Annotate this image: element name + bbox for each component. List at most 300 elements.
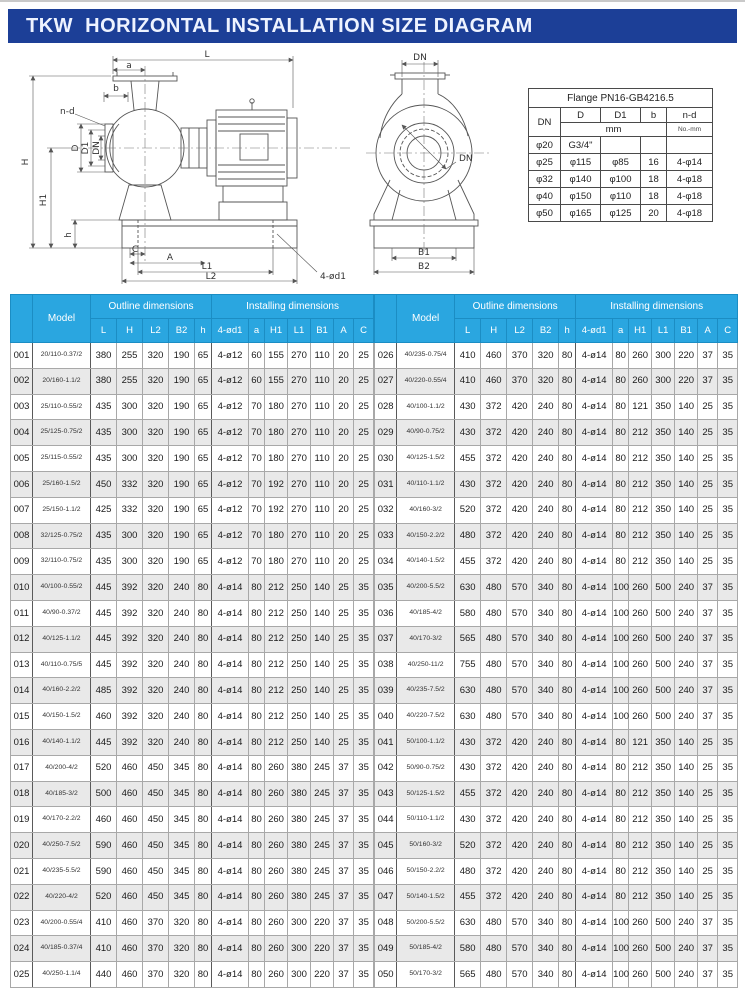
dimension-value: 260 bbox=[629, 704, 652, 730]
model-name: 25/110-0.55/2 bbox=[33, 394, 91, 420]
dimension-value: 345 bbox=[169, 884, 195, 910]
dimension-value: 570 bbox=[507, 962, 533, 988]
dimension-value: 240 bbox=[533, 523, 559, 549]
dimension-value: 212 bbox=[629, 549, 652, 575]
dimension-value: 430 bbox=[455, 420, 481, 446]
dimension-value: 80 bbox=[249, 858, 265, 884]
dimension-value: 37 bbox=[698, 962, 718, 988]
installing-group-header: Installing dimensions bbox=[576, 295, 738, 319]
dimension-value: 450 bbox=[143, 858, 169, 884]
spec-row bbox=[375, 962, 738, 988]
dimension-value: 372 bbox=[481, 497, 507, 523]
dimension-value: 4-ø14 bbox=[212, 652, 249, 678]
dimension-value: 380 bbox=[91, 343, 117, 369]
dimension-value: 565 bbox=[455, 626, 481, 652]
dimension-value: 435 bbox=[91, 523, 117, 549]
dimension-value: 420 bbox=[507, 858, 533, 884]
dimension-value: 110 bbox=[311, 497, 334, 523]
dimension-value: 300 bbox=[117, 420, 143, 446]
dimension-value: 35 bbox=[354, 704, 374, 730]
column-header: B2 bbox=[533, 319, 559, 343]
model-name: 40/185-0.37/4 bbox=[33, 936, 91, 962]
model-name: 40/150-1.5/2 bbox=[33, 704, 91, 730]
dimension-value: 4-ø12 bbox=[212, 368, 249, 394]
dimension-value: 345 bbox=[169, 807, 195, 833]
dimension-value: 212 bbox=[629, 755, 652, 781]
dimension-value: 190 bbox=[169, 549, 195, 575]
dimension-value: 520 bbox=[455, 497, 481, 523]
dimension-value: 460 bbox=[117, 833, 143, 859]
dimension-value: 212 bbox=[265, 652, 288, 678]
dimension-value: 80 bbox=[559, 497, 576, 523]
dimension-value: 392 bbox=[117, 704, 143, 730]
spec-row bbox=[375, 394, 738, 420]
dimension-value: 630 bbox=[455, 678, 481, 704]
spec-row bbox=[11, 652, 374, 678]
dimension-value: 435 bbox=[91, 420, 117, 446]
dimension-value: 270 bbox=[288, 497, 311, 523]
dim-h: h bbox=[64, 232, 74, 238]
dimension-value: 35 bbox=[718, 755, 738, 781]
dimension-value: 480 bbox=[481, 936, 507, 962]
dimension-value: 25 bbox=[354, 497, 374, 523]
flange-col-nd: n-d bbox=[667, 108, 713, 123]
row-number: 017 bbox=[11, 755, 33, 781]
dimension-value: 340 bbox=[533, 936, 559, 962]
flange-unit-nomm: No.-mm bbox=[667, 123, 713, 137]
dimension-value: 212 bbox=[265, 678, 288, 704]
dimension-value: 35 bbox=[718, 471, 738, 497]
dimension-value: 80 bbox=[195, 833, 212, 859]
dimension-value: 340 bbox=[533, 910, 559, 936]
dimension-value: 80 bbox=[249, 807, 265, 833]
dimension-value: 212 bbox=[629, 420, 652, 446]
model-name: 40/160-2.2/2 bbox=[33, 678, 91, 704]
model-name: 40/125-1.5/2 bbox=[397, 446, 455, 472]
dimension-value: 80 bbox=[559, 729, 576, 755]
dimension-value: 520 bbox=[455, 833, 481, 859]
dimension-value: 4-ø14 bbox=[576, 626, 613, 652]
flange-row bbox=[529, 154, 713, 171]
dimension-value: 80 bbox=[195, 807, 212, 833]
spec-row bbox=[11, 962, 374, 988]
dimension-value: 450 bbox=[143, 807, 169, 833]
column-header: 4-ød1 bbox=[212, 319, 249, 343]
dimension-value: 35 bbox=[354, 575, 374, 601]
dimension-value: 240 bbox=[675, 600, 698, 626]
dimension-value: 140 bbox=[311, 652, 334, 678]
dimension-value: 260 bbox=[265, 962, 288, 988]
dimension-value: 4-ø14 bbox=[576, 652, 613, 678]
dimension-value: 240 bbox=[169, 729, 195, 755]
model-name: 40/170-2.2/2 bbox=[33, 807, 91, 833]
dimension-value: 570 bbox=[507, 910, 533, 936]
dimension-value: 37 bbox=[698, 343, 718, 369]
column-header: L bbox=[455, 319, 481, 343]
dimension-value: 570 bbox=[507, 652, 533, 678]
dimension-value: 4-ø14 bbox=[576, 755, 613, 781]
row-number: 025 bbox=[11, 962, 33, 988]
dimension-value: 100 bbox=[613, 626, 629, 652]
dimension-value: 240 bbox=[169, 626, 195, 652]
column-header: L2 bbox=[143, 319, 169, 343]
dimension-value: 4-ø14 bbox=[576, 729, 613, 755]
dimension-value: 240 bbox=[533, 471, 559, 497]
dimension-value: 4-ø14 bbox=[576, 575, 613, 601]
dimension-value: 80 bbox=[559, 781, 576, 807]
dimension-value: 260 bbox=[629, 936, 652, 962]
dim-B2: B2 bbox=[418, 262, 430, 272]
dimension-value: 410 bbox=[91, 936, 117, 962]
dimension-value: 255 bbox=[117, 343, 143, 369]
column-header: H bbox=[481, 319, 507, 343]
spec-row bbox=[375, 678, 738, 704]
spec-row bbox=[375, 833, 738, 859]
dimension-value: 140 bbox=[675, 858, 698, 884]
dimension-value: 80 bbox=[249, 704, 265, 730]
dimension-value: 4-ø12 bbox=[212, 497, 249, 523]
row-number: 015 bbox=[11, 704, 33, 730]
dimension-value: 80 bbox=[613, 807, 629, 833]
dimension-value: 4-ø14 bbox=[576, 936, 613, 962]
model-name: 40/90-0.75/2 bbox=[397, 420, 455, 446]
page-title: TKW HORIZONTAL INSTALLATION SIZE DIAGRAM bbox=[8, 9, 737, 43]
spec-row bbox=[11, 910, 374, 936]
dimension-value: 80 bbox=[559, 446, 576, 472]
dimension-value: 460 bbox=[117, 910, 143, 936]
dimension-value: 140 bbox=[311, 729, 334, 755]
column-header: L2 bbox=[507, 319, 533, 343]
dimension-value: 140 bbox=[675, 420, 698, 446]
dimension-value: 20 bbox=[334, 471, 354, 497]
dimension-value: 110 bbox=[311, 471, 334, 497]
dimension-value: 4-ø14 bbox=[576, 471, 613, 497]
model-name: 40/100-1.1/2 bbox=[397, 394, 455, 420]
row-number: 045 bbox=[375, 833, 397, 859]
dimension-value: 4-ø14 bbox=[576, 368, 613, 394]
dimension-value: 460 bbox=[117, 936, 143, 962]
dimension-value: 212 bbox=[265, 626, 288, 652]
pump-front-view-diagram bbox=[362, 48, 527, 288]
spec-row bbox=[11, 626, 374, 652]
dimension-value: 35 bbox=[718, 858, 738, 884]
dimension-value: 240 bbox=[533, 497, 559, 523]
column-header: L1 bbox=[288, 319, 311, 343]
spec-row bbox=[11, 600, 374, 626]
dimension-value: 190 bbox=[169, 497, 195, 523]
row-number: 043 bbox=[375, 781, 397, 807]
row-number: 022 bbox=[11, 884, 33, 910]
dimension-value: 372 bbox=[481, 807, 507, 833]
column-header: B1 bbox=[675, 319, 698, 343]
dimension-value: 245 bbox=[311, 807, 334, 833]
dimension-value: 300 bbox=[288, 936, 311, 962]
dimension-value: 250 bbox=[288, 600, 311, 626]
dimension-value: 25 bbox=[698, 729, 718, 755]
row-number: 048 bbox=[375, 910, 397, 936]
row-number: 002 bbox=[11, 368, 33, 394]
spec-row bbox=[375, 343, 738, 369]
dimension-value: 4-ø14 bbox=[212, 833, 249, 859]
dim-DN: DN bbox=[92, 141, 102, 155]
spec-row bbox=[11, 833, 374, 859]
column-header: A bbox=[698, 319, 718, 343]
dimension-value: 300 bbox=[117, 394, 143, 420]
dimension-value: 140 bbox=[675, 523, 698, 549]
dimension-value: 255 bbox=[117, 368, 143, 394]
model-name: 40/185-3/2 bbox=[33, 781, 91, 807]
spec-row bbox=[375, 807, 738, 833]
dimension-value: 155 bbox=[265, 368, 288, 394]
dimension-value: 500 bbox=[91, 781, 117, 807]
dimension-value: 420 bbox=[507, 471, 533, 497]
dimension-value: 65 bbox=[195, 523, 212, 549]
dimension-value: 180 bbox=[265, 420, 288, 446]
dimension-value: 240 bbox=[675, 626, 698, 652]
model-name: 40/140-1.1/2 bbox=[33, 729, 91, 755]
dimension-value: 480 bbox=[455, 523, 481, 549]
dim-DN-bore: DN bbox=[459, 154, 473, 164]
flange-dim-value: 16 bbox=[641, 154, 667, 171]
dimension-value: 80 bbox=[613, 343, 629, 369]
dimension-value: 70 bbox=[249, 471, 265, 497]
dimension-value: 455 bbox=[455, 781, 481, 807]
dimension-value: 65 bbox=[195, 420, 212, 446]
dimension-value: 80 bbox=[195, 858, 212, 884]
dimension-value: 80 bbox=[613, 394, 629, 420]
dimension-value: 320 bbox=[143, 471, 169, 497]
dimension-value: 350 bbox=[652, 807, 675, 833]
model-name: 32/125-0.75/2 bbox=[33, 523, 91, 549]
spec-row bbox=[375, 652, 738, 678]
dimension-value: 332 bbox=[117, 471, 143, 497]
dimension-value: 570 bbox=[507, 600, 533, 626]
spec-row bbox=[11, 497, 374, 523]
dimension-value: 80 bbox=[613, 884, 629, 910]
row-number: 023 bbox=[11, 910, 33, 936]
dimension-value: 240 bbox=[675, 678, 698, 704]
dimension-value: 80 bbox=[559, 394, 576, 420]
dimension-value: 80 bbox=[249, 626, 265, 652]
dimension-value: 460 bbox=[481, 368, 507, 394]
dimension-value: 260 bbox=[629, 962, 652, 988]
model-name: 40/250-1.1/4 bbox=[33, 962, 91, 988]
flange-unit-mm: mm bbox=[561, 123, 667, 137]
dimension-value: 80 bbox=[249, 678, 265, 704]
dimension-value: 570 bbox=[507, 575, 533, 601]
dimension-value: 345 bbox=[169, 858, 195, 884]
dimension-value: 485 bbox=[91, 678, 117, 704]
dimension-value: 190 bbox=[169, 420, 195, 446]
dimension-value: 350 bbox=[652, 833, 675, 859]
dimension-value: 260 bbox=[629, 910, 652, 936]
dimension-value: 212 bbox=[629, 497, 652, 523]
dimension-value: 25 bbox=[698, 523, 718, 549]
dimension-value: 240 bbox=[169, 575, 195, 601]
spec-row bbox=[375, 858, 738, 884]
model-name: 40/110-1.1/2 bbox=[397, 471, 455, 497]
dimension-value: 300 bbox=[117, 446, 143, 472]
dimension-value: 4-ø14 bbox=[576, 420, 613, 446]
dimension-value: 140 bbox=[675, 394, 698, 420]
dimension-value: 190 bbox=[169, 523, 195, 549]
installing-group-header: Installing dimensions bbox=[212, 295, 374, 319]
dimension-value: 80 bbox=[249, 729, 265, 755]
dimension-value: 35 bbox=[354, 626, 374, 652]
column-header: 4-ød1 bbox=[576, 319, 613, 343]
row-number: 039 bbox=[375, 678, 397, 704]
row-number: 034 bbox=[375, 549, 397, 575]
dimension-value: 240 bbox=[533, 729, 559, 755]
dimension-value: 4-ø14 bbox=[576, 678, 613, 704]
dimension-value: 270 bbox=[288, 549, 311, 575]
spec-row bbox=[11, 678, 374, 704]
dimension-value: 4-ø14 bbox=[212, 807, 249, 833]
spec-row bbox=[11, 549, 374, 575]
dimension-value: 320 bbox=[143, 343, 169, 369]
dimension-value: 25 bbox=[698, 807, 718, 833]
dimension-value: 4-ø12 bbox=[212, 471, 249, 497]
dimension-value: 430 bbox=[455, 394, 481, 420]
dimension-value: 500 bbox=[652, 600, 675, 626]
flange-table bbox=[528, 88, 713, 222]
spec-row bbox=[11, 420, 374, 446]
dimension-value: 212 bbox=[265, 575, 288, 601]
dimension-value: 100 bbox=[613, 600, 629, 626]
dimension-value: 460 bbox=[117, 807, 143, 833]
dimension-value: 240 bbox=[533, 446, 559, 472]
dimension-value: 260 bbox=[265, 936, 288, 962]
pump-outline bbox=[105, 72, 297, 248]
dimension-value: 4-ø14 bbox=[576, 497, 613, 523]
dimension-value: 410 bbox=[455, 343, 481, 369]
dimension-value: 372 bbox=[481, 446, 507, 472]
spec-row bbox=[11, 394, 374, 420]
dimension-value: 25 bbox=[698, 420, 718, 446]
dimension-value: 110 bbox=[311, 420, 334, 446]
dimension-value: 121 bbox=[629, 729, 652, 755]
dimension-value: 420 bbox=[507, 833, 533, 859]
dimension-value: 37 bbox=[334, 807, 354, 833]
dimension-value: 37 bbox=[698, 910, 718, 936]
dimension-value: 245 bbox=[311, 833, 334, 859]
dimension-value: 140 bbox=[675, 833, 698, 859]
dimension-value: 110 bbox=[311, 549, 334, 575]
flange-table-title: Flange PN16-GB4216.5 bbox=[529, 89, 713, 108]
dimension-value: 240 bbox=[533, 549, 559, 575]
model-name: 20/160-1.1/2 bbox=[33, 368, 91, 394]
flange-dim-value: 18 bbox=[641, 188, 667, 205]
dimension-value: 80 bbox=[559, 549, 576, 575]
dimension-value: 260 bbox=[265, 884, 288, 910]
model-name: 40/200-5.5/2 bbox=[397, 575, 455, 601]
dimension-value: 70 bbox=[249, 497, 265, 523]
dimension-value: 320 bbox=[143, 704, 169, 730]
row-number: 020 bbox=[11, 833, 33, 859]
dimension-value: 250 bbox=[288, 626, 311, 652]
dimension-value: 340 bbox=[533, 704, 559, 730]
dimension-value: 320 bbox=[143, 575, 169, 601]
dimension-value: 65 bbox=[195, 497, 212, 523]
dimension-value: 192 bbox=[265, 497, 288, 523]
dimension-value: 212 bbox=[629, 446, 652, 472]
dim-n-d: n-d bbox=[60, 107, 75, 117]
flange-row bbox=[529, 137, 713, 154]
dimension-value: 420 bbox=[507, 420, 533, 446]
flange-dim-value: 4-φ18 bbox=[667, 171, 713, 188]
spec-row bbox=[375, 368, 738, 394]
dimension-value: 430 bbox=[455, 729, 481, 755]
row-number: 049 bbox=[375, 936, 397, 962]
dimension-value: 332 bbox=[117, 497, 143, 523]
dimension-value: 140 bbox=[311, 600, 334, 626]
dimension-value: 80 bbox=[559, 343, 576, 369]
dimension-value: 80 bbox=[613, 858, 629, 884]
model-name: 40/90-0.37/2 bbox=[33, 600, 91, 626]
dimension-value: 37 bbox=[698, 936, 718, 962]
dimension-value: 350 bbox=[652, 781, 675, 807]
dimension-value: 250 bbox=[288, 652, 311, 678]
dimension-value: 37 bbox=[334, 936, 354, 962]
dimension-value: 80 bbox=[559, 575, 576, 601]
dim-a: a bbox=[126, 61, 132, 71]
dimension-value: 250 bbox=[288, 704, 311, 730]
dimension-value: 25 bbox=[698, 884, 718, 910]
dimension-value: 4-ø14 bbox=[576, 549, 613, 575]
dimension-value: 35 bbox=[718, 781, 738, 807]
dimension-value: 630 bbox=[455, 910, 481, 936]
row-number: 036 bbox=[375, 600, 397, 626]
dimension-value: 480 bbox=[481, 678, 507, 704]
row-number: 044 bbox=[375, 807, 397, 833]
dimension-value: 35 bbox=[718, 549, 738, 575]
dimension-value: 445 bbox=[91, 729, 117, 755]
row-number: 010 bbox=[11, 575, 33, 601]
spec-row bbox=[375, 884, 738, 910]
dimension-value: 370 bbox=[143, 936, 169, 962]
flange-dim-value: 4-φ18 bbox=[667, 188, 713, 205]
dimension-value: 212 bbox=[629, 884, 652, 910]
dimension-value: 192 bbox=[265, 471, 288, 497]
dimension-value: 270 bbox=[288, 394, 311, 420]
dimension-value: 25 bbox=[698, 446, 718, 472]
dimension-value: 70 bbox=[249, 420, 265, 446]
dimension-value: 460 bbox=[117, 884, 143, 910]
model-name: 50/140-1.5/2 bbox=[397, 884, 455, 910]
dimension-value: 25 bbox=[698, 394, 718, 420]
dimension-value: 65 bbox=[195, 368, 212, 394]
spec-row bbox=[11, 807, 374, 833]
dimension-value: 570 bbox=[507, 626, 533, 652]
dimension-value: 4-ø12 bbox=[212, 394, 249, 420]
dimension-value: 480 bbox=[481, 704, 507, 730]
dimension-value: 37 bbox=[334, 962, 354, 988]
dimension-value: 35 bbox=[354, 858, 374, 884]
dimension-value: 520 bbox=[91, 884, 117, 910]
dimension-value: 140 bbox=[311, 678, 334, 704]
row-number: 004 bbox=[11, 420, 33, 446]
dimension-value: 480 bbox=[481, 962, 507, 988]
dimension-value: 260 bbox=[629, 368, 652, 394]
dimension-value: 380 bbox=[288, 884, 311, 910]
dimension-value: 320 bbox=[143, 368, 169, 394]
spec-row bbox=[375, 420, 738, 446]
dimension-value: 445 bbox=[91, 652, 117, 678]
spec-row bbox=[375, 497, 738, 523]
dimension-value: 140 bbox=[675, 755, 698, 781]
dimension-value: 140 bbox=[675, 446, 698, 472]
dimension-value: 80 bbox=[559, 420, 576, 446]
